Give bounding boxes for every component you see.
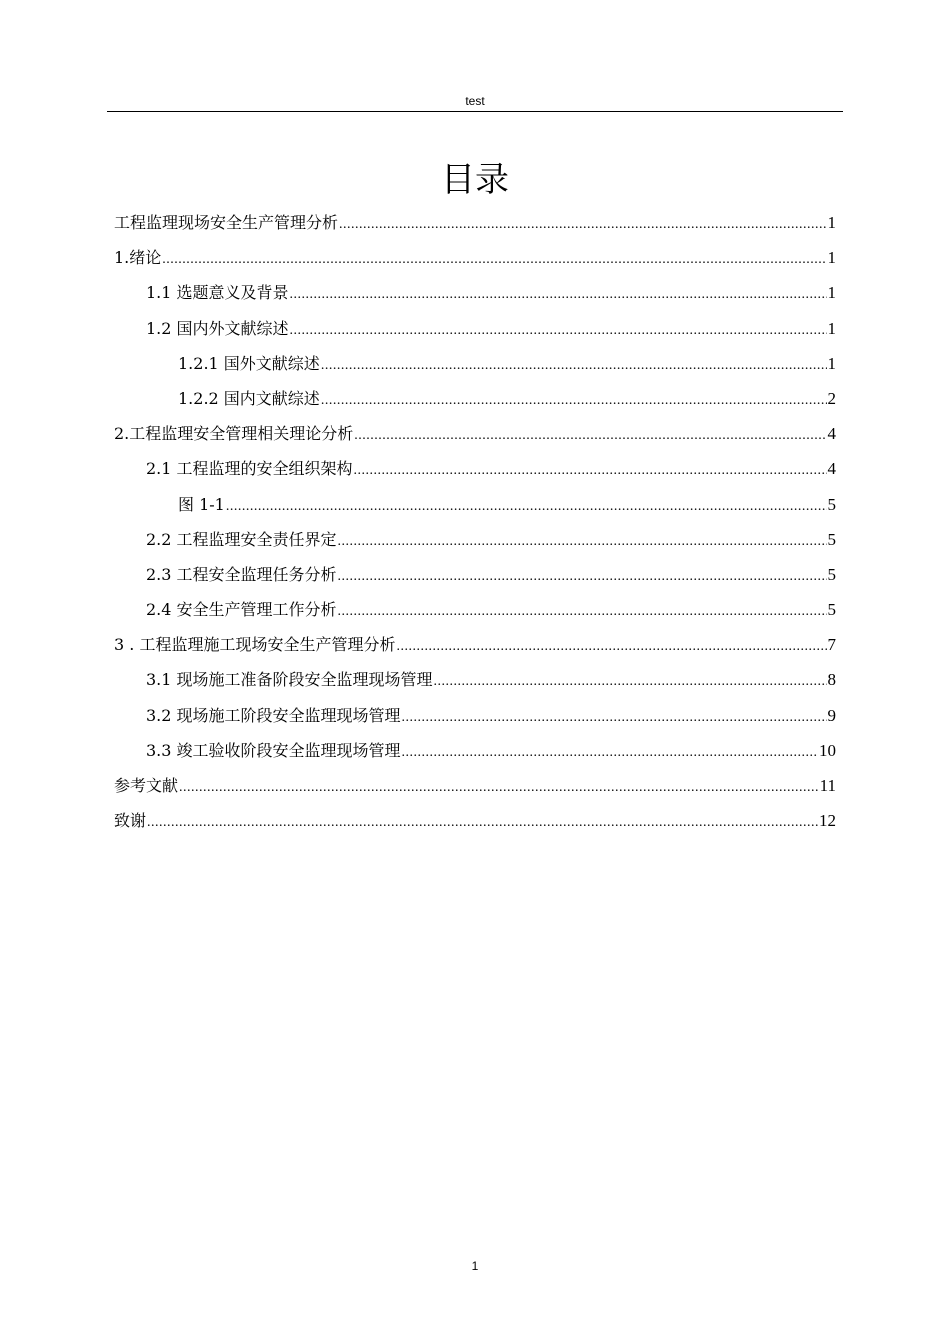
toc-entry-page: 1 bbox=[827, 283, 836, 303]
toc-leader-dots bbox=[396, 629, 826, 664]
toc-entry-text: 参考文献 bbox=[114, 776, 179, 795]
toc-entry-text: 3.3 竣工验收阶段安全监理现场管理 bbox=[146, 740, 401, 760]
toc-leader-dots bbox=[354, 418, 826, 453]
toc-leader-dots bbox=[434, 664, 827, 699]
toc-entry-3-2[interactable] bbox=[114, 698, 836, 733]
toc-leader-dots bbox=[321, 348, 827, 383]
toc-entry-text: 2.工程监理安全管理相关理论分析 bbox=[114, 424, 354, 444]
toc-entry-text: 致谢 bbox=[114, 811, 147, 831]
toc-entry-2-1[interactable] bbox=[114, 451, 836, 486]
toc-entry-page: 8 bbox=[827, 670, 836, 690]
toc-leader-dots bbox=[290, 313, 827, 348]
toc-entry-references[interactable] bbox=[114, 768, 836, 803]
toc-entry-text: 1.1 选题意义及背景 bbox=[146, 283, 289, 303]
toc-entry-ch2[interactable] bbox=[114, 416, 836, 451]
toc-entry-1-2-2[interactable] bbox=[114, 381, 836, 416]
toc-entry-ch3[interactable] bbox=[114, 627, 836, 662]
toc-entry-2-4[interactable] bbox=[114, 592, 836, 627]
toc-entry-3-1[interactable] bbox=[114, 662, 836, 697]
toc-entry-3-3[interactable] bbox=[114, 733, 836, 768]
toc-entry-text: 2.4 安全生产管理工作分析 bbox=[146, 600, 337, 620]
toc-entry-page: 2 bbox=[827, 388, 836, 408]
toc-entry-text: 3 . 工程监理施工现场安全生产管理分析 bbox=[114, 635, 396, 655]
toc-entry-page: 1 bbox=[827, 318, 836, 338]
toc-entry-page: 5 bbox=[827, 494, 836, 514]
toc-entry-title[interactable] bbox=[114, 205, 836, 240]
toc-entry-page: 4 bbox=[827, 424, 836, 444]
toc-entry-text: 3.1 现场施工准备阶段安全监理现场管理 bbox=[146, 670, 433, 690]
toc-leader-dots bbox=[402, 735, 818, 770]
toc-entry-2-2[interactable] bbox=[114, 522, 836, 557]
toc-entry-page: 12 bbox=[819, 811, 836, 831]
toc-entry-page: 10 bbox=[819, 740, 836, 760]
toc-leader-dots bbox=[179, 770, 819, 805]
toc-entry-acknowledgements[interactable] bbox=[114, 803, 836, 838]
page-number: 1 bbox=[471, 1259, 479, 1273]
toc-title: 目录 bbox=[441, 160, 509, 200]
toc-entry-1-2-1[interactable] bbox=[114, 346, 836, 381]
toc-leader-dots bbox=[402, 700, 827, 735]
toc-entry-text: 1.2 国内外文献综述 bbox=[146, 318, 289, 338]
toc-leader-dots bbox=[321, 383, 827, 418]
toc-entry-page: 4 bbox=[827, 459, 836, 479]
toc-entry-page: 5 bbox=[827, 529, 836, 549]
page-header bbox=[107, 92, 843, 112]
toc-entry-figure-1-1[interactable] bbox=[114, 487, 836, 522]
toc-entry-1-2[interactable] bbox=[114, 311, 836, 346]
toc-entry-page: 5 bbox=[827, 600, 836, 620]
toc-entry-text: 1.2.1 国外文献综述 bbox=[178, 353, 320, 373]
toc-leader-dots bbox=[338, 524, 827, 559]
toc-entry-text: 2.2 工程监理安全责任界定 bbox=[146, 529, 337, 549]
toc-entry-1-1[interactable] bbox=[114, 275, 836, 310]
toc-entry-ch1[interactable] bbox=[114, 240, 836, 275]
toc-leader-dots bbox=[162, 242, 826, 277]
toc-leader-dots bbox=[339, 207, 826, 242]
toc-leader-dots bbox=[338, 594, 827, 629]
table-of-contents bbox=[114, 205, 836, 838]
toc-entry-page: 1 bbox=[827, 248, 836, 268]
toc-leader-dots bbox=[226, 489, 827, 524]
toc-entry-text: 图 1-1 bbox=[178, 494, 225, 514]
toc-entry-2-3[interactable] bbox=[114, 557, 836, 592]
toc-entry-page: 11 bbox=[819, 776, 836, 795]
toc-entry-text: 1.绪论 bbox=[114, 248, 162, 268]
toc-entry-page: 1 bbox=[827, 213, 836, 232]
toc-entry-text: 2.3 工程安全监理任务分析 bbox=[146, 564, 337, 584]
toc-leader-dots bbox=[147, 805, 818, 840]
toc-entry-page: 5 bbox=[827, 564, 836, 584]
header-text: test bbox=[465, 94, 485, 108]
toc-leader-dots bbox=[338, 559, 827, 594]
toc-entry-text: 2.1 工程监理的安全组织架构 bbox=[146, 459, 353, 479]
toc-entry-text: 1.2.2 国内文献综述 bbox=[178, 388, 320, 408]
toc-entry-page: 7 bbox=[827, 635, 836, 655]
toc-leader-dots bbox=[290, 277, 827, 312]
toc-entry-page: 9 bbox=[827, 705, 836, 725]
toc-entry-text: 工程监理现场安全生产管理分析 bbox=[114, 213, 339, 232]
toc-entry-page: 1 bbox=[827, 353, 836, 373]
toc-entry-text: 3.2 现场施工阶段安全监理现场管理 bbox=[146, 705, 401, 725]
toc-leader-dots bbox=[354, 453, 827, 488]
